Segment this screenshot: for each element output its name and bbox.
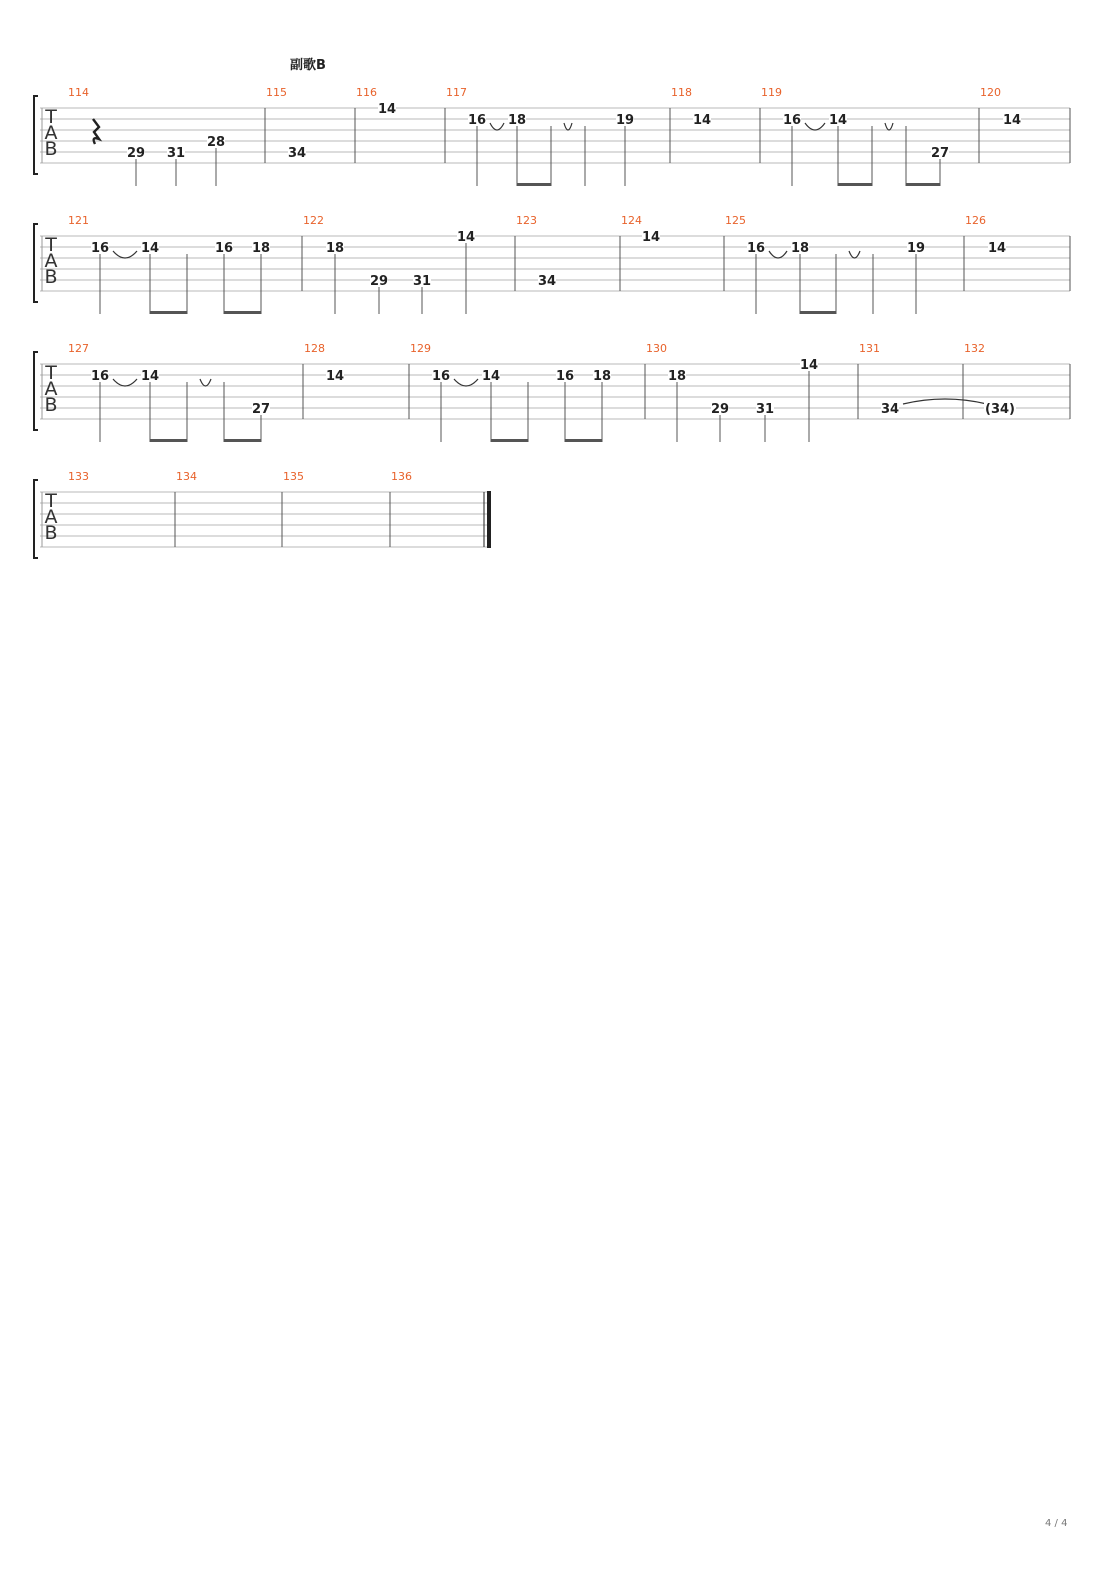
bar-number: 131 bbox=[859, 342, 880, 355]
bar-number: 132 bbox=[964, 342, 985, 355]
fret-number: 14 bbox=[1002, 113, 1022, 128]
fret-number: 14 bbox=[377, 102, 397, 117]
bar-number: 115 bbox=[266, 86, 287, 99]
fret-number: 16 bbox=[214, 241, 234, 256]
tie-arc bbox=[564, 123, 572, 130]
bar-number: 130 bbox=[646, 342, 667, 355]
fret-number: 29 bbox=[369, 274, 389, 289]
bar-number: 134 bbox=[176, 470, 197, 483]
tie-arc bbox=[903, 399, 987, 404]
tab-clef-letter: T bbox=[45, 106, 57, 128]
system-bracket bbox=[34, 224, 38, 302]
bar-number: 129 bbox=[410, 342, 431, 355]
beam bbox=[150, 439, 187, 442]
tab-clef-letter: T bbox=[45, 490, 57, 512]
fret-number: 16 bbox=[782, 113, 802, 128]
bar-number: 135 bbox=[283, 470, 304, 483]
fret-number: 27 bbox=[930, 146, 950, 161]
bar-number: 120 bbox=[980, 86, 1001, 99]
tab-clef-letter: A bbox=[44, 250, 58, 272]
tab-clef-letter: B bbox=[44, 394, 58, 416]
fret-number: 16 bbox=[467, 113, 487, 128]
fret-number: 18 bbox=[507, 113, 527, 128]
tab-system bbox=[34, 342, 1070, 442]
beam bbox=[224, 311, 261, 314]
fret-number: 14 bbox=[987, 241, 1007, 256]
bar-number: 125 bbox=[725, 214, 746, 227]
bar-number: 114 bbox=[68, 86, 89, 99]
fret-number: 14 bbox=[641, 230, 661, 245]
final-barline-thick bbox=[487, 491, 491, 548]
tie-arc bbox=[454, 379, 478, 386]
bar-number: 122 bbox=[303, 214, 324, 227]
fret-number: 29 bbox=[710, 402, 730, 417]
fret-number: 27 bbox=[251, 402, 271, 417]
fret-number: 31 bbox=[166, 146, 186, 161]
tie-arc bbox=[849, 251, 860, 258]
beam bbox=[800, 311, 836, 314]
fret-number: 16 bbox=[90, 369, 110, 384]
fret-number: 14 bbox=[140, 369, 160, 384]
beam bbox=[224, 439, 261, 442]
beam bbox=[150, 311, 187, 314]
bar-number: 121 bbox=[68, 214, 89, 227]
bar-number: 117 bbox=[446, 86, 467, 99]
bar-number: 127 bbox=[68, 342, 89, 355]
fret-number: (34) bbox=[985, 402, 1015, 417]
fret-number: 18 bbox=[790, 241, 810, 256]
fret-number: 16 bbox=[746, 241, 766, 256]
tab-clef-letter: A bbox=[44, 378, 58, 400]
fret-number: 16 bbox=[431, 369, 451, 384]
tie-arc bbox=[113, 379, 137, 386]
fret-number: 18 bbox=[592, 369, 612, 384]
tie-arc bbox=[113, 251, 137, 258]
quarter-rest-icon bbox=[93, 119, 99, 144]
fret-number: 18 bbox=[667, 369, 687, 384]
fret-number: 31 bbox=[412, 274, 432, 289]
fret-number: 14 bbox=[828, 113, 848, 128]
fret-number: 16 bbox=[555, 369, 575, 384]
tie-arc bbox=[490, 123, 504, 130]
tab-clef-letter: T bbox=[45, 362, 57, 384]
fret-number: 31 bbox=[755, 402, 775, 417]
beam bbox=[517, 183, 551, 186]
tie-arc bbox=[805, 123, 825, 130]
bar-number: 136 bbox=[391, 470, 412, 483]
section-label: 副歌B bbox=[290, 58, 326, 73]
bar-number: 133 bbox=[68, 470, 89, 483]
system-bracket bbox=[34, 352, 38, 430]
fret-number: 18 bbox=[325, 241, 345, 256]
fret-number: 34 bbox=[287, 146, 307, 161]
bar-number: 119 bbox=[761, 86, 782, 99]
beam bbox=[565, 439, 602, 442]
fret-number: 28 bbox=[206, 135, 226, 150]
fret-number: 18 bbox=[251, 241, 271, 256]
tie-arc bbox=[885, 123, 893, 130]
fret-number: 34 bbox=[537, 274, 557, 289]
fret-number: 34 bbox=[880, 402, 900, 417]
tab-clef-letter: B bbox=[44, 266, 58, 288]
tab-clef-letter: A bbox=[44, 122, 58, 144]
beam bbox=[838, 183, 872, 186]
bar-number: 126 bbox=[965, 214, 986, 227]
page-number: 4 / 4 bbox=[1045, 1518, 1068, 1529]
tab-system bbox=[34, 86, 1070, 186]
fret-number: 16 bbox=[90, 241, 110, 256]
fret-number: 19 bbox=[615, 113, 635, 128]
tab-clef-letter: B bbox=[44, 522, 58, 544]
tab-system bbox=[34, 470, 491, 558]
bar-number: 118 bbox=[671, 86, 692, 99]
beam bbox=[491, 439, 528, 442]
tie-arc bbox=[200, 379, 211, 386]
fret-number: 14 bbox=[140, 241, 160, 256]
tab-clef-letter: B bbox=[44, 138, 58, 160]
tie-arc bbox=[769, 251, 787, 258]
system-bracket bbox=[34, 480, 38, 558]
system-bracket bbox=[34, 96, 38, 174]
beam bbox=[906, 183, 940, 186]
fret-number: 29 bbox=[126, 146, 146, 161]
fret-number: 14 bbox=[325, 369, 345, 384]
fret-number: 19 bbox=[906, 241, 926, 256]
fret-number: 14 bbox=[692, 113, 712, 128]
bar-number: 116 bbox=[356, 86, 377, 99]
tab-system bbox=[34, 214, 1070, 314]
tab-clef-letter: A bbox=[44, 506, 58, 528]
bar-number: 124 bbox=[621, 214, 642, 227]
tab-clef-letter: T bbox=[45, 234, 57, 256]
fret-number: 14 bbox=[481, 369, 501, 384]
fret-number: 14 bbox=[799, 358, 819, 373]
fret-number: 14 bbox=[456, 230, 476, 245]
bar-number: 123 bbox=[516, 214, 537, 227]
bar-number: 128 bbox=[304, 342, 325, 355]
